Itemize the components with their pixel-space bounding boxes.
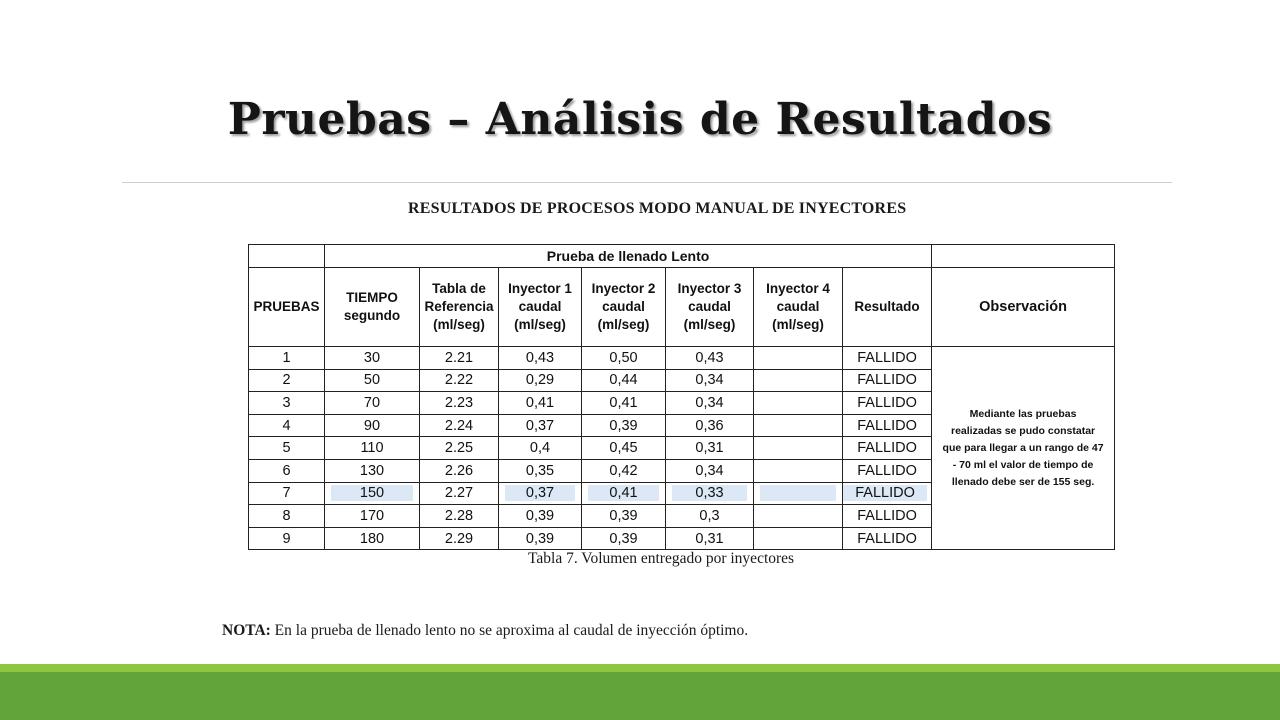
cell-iny1-value: 0,37: [505, 485, 575, 501]
table-heading: RESULTADOS DE PROCESOS MODO MANUAL DE INYECTORES: [408, 200, 907, 217]
cell-tiempo: 110: [325, 437, 420, 460]
cell-iny2: 0,42: [582, 459, 666, 482]
cell-tiempo: 180: [325, 527, 420, 550]
cell-iny3: 0,3: [666, 505, 754, 528]
cell-iny1: 0,29: [499, 369, 582, 392]
cell-prueba: 8: [249, 505, 325, 528]
cell-tiempo: [325, 482, 420, 505]
cell-prueba: 9: [249, 527, 325, 550]
header-inyector-1-label: Inyector 1 caudal (ml/seg): [508, 281, 572, 332]
cell-iny1: 0,35: [499, 459, 582, 482]
cell-iny4-value: [760, 485, 836, 501]
header-pruebas: [249, 268, 325, 347]
cell-iny1: 0,37: [499, 414, 582, 437]
cell-resultado: [843, 482, 932, 505]
cell-iny3: 0,36: [666, 414, 754, 437]
cell-iny1: 0,39: [499, 505, 582, 528]
table-row: [249, 347, 1115, 370]
cell-iny3: 0,34: [666, 392, 754, 415]
cell-iny2-value: 0,41: [588, 485, 659, 501]
cell-prueba: 5: [249, 437, 325, 460]
cell-iny1: 0,39: [499, 527, 582, 550]
observation-cell: [932, 347, 1115, 550]
cell-iny1: 0,43: [499, 347, 582, 370]
cell-prueba: 6: [249, 459, 325, 482]
cell-prueba: 1: [249, 347, 325, 370]
cell-iny4: [754, 414, 843, 437]
cell-resultado: FALLIDO: [843, 527, 932, 550]
header-observacion: [932, 268, 1115, 347]
cell-resultado: FALLIDO: [843, 505, 932, 528]
group-header: Prueba de llenado Lento: [325, 245, 932, 268]
cell-iny2: 0,39: [582, 505, 666, 528]
cell-iny3: 0,34: [666, 459, 754, 482]
cell-iny3: 0,43: [666, 347, 754, 370]
header-pruebas-label: PRUEBAS: [253, 299, 320, 314]
cell-referencia: 2.27: [420, 482, 499, 505]
cell-prueba: 4: [249, 414, 325, 437]
cell-iny2: 0,45: [582, 437, 666, 460]
cell-iny2: 0,39: [582, 414, 666, 437]
header-inyector-2-label: Inyector 2 caudal (ml/seg): [591, 281, 656, 332]
cell-prueba: 3: [249, 392, 325, 415]
cell-iny4: [754, 369, 843, 392]
header-resultado-label: Resultado: [854, 299, 920, 314]
header-referencia-label: Tabla de Referencia (ml/seg): [424, 281, 494, 332]
header-resultado: [843, 268, 932, 347]
header-spacer-left: [249, 245, 325, 268]
cell-iny2: [582, 482, 666, 505]
footer-band: [0, 672, 1280, 720]
observation-text: Mediante las pruebas realizadas se pudo constatar que para llegar a un rango de 47 - 70 ml el valor de tiempo de llenado debe ser de 155 seg.: [942, 407, 1104, 488]
cell-iny2: 0,39: [582, 527, 666, 550]
cell-tiempo: 90: [325, 414, 420, 437]
cell-prueba: 7: [249, 482, 325, 505]
header-inyector-3: [666, 268, 754, 347]
cell-iny2: 0,41: [582, 392, 666, 415]
cell-tiempo-value: 150: [331, 485, 413, 501]
cell-referencia: 2.23: [420, 392, 499, 415]
header-inyector-2: [582, 268, 666, 347]
cell-tiempo: 130: [325, 459, 420, 482]
cell-iny4: [754, 347, 843, 370]
cell-iny3: 0,31: [666, 527, 754, 550]
footer-band-light: [0, 664, 1280, 672]
header-inyector-1: [499, 268, 582, 347]
cell-resultado-value: FALLIDO: [843, 485, 927, 501]
header-tiempo: [325, 268, 420, 347]
cell-iny4: [754, 459, 843, 482]
note-text: En la prueba de llenado lento no se aproxima al caudal de inyección óptimo.: [270, 622, 749, 639]
cell-referencia: 2.25: [420, 437, 499, 460]
cell-resultado: FALLIDO: [843, 437, 932, 460]
note: [222, 622, 748, 640]
cell-resultado: FALLIDO: [843, 414, 932, 437]
note-label: NOTA:: [222, 622, 271, 639]
cell-referencia: 2.22: [420, 369, 499, 392]
cell-referencia: 2.21: [420, 347, 499, 370]
cell-iny1: [499, 482, 582, 505]
header-tiempo-label: TIEMPO segundo: [343, 290, 401, 323]
cell-referencia: 2.29: [420, 527, 499, 550]
cell-tiempo: 30: [325, 347, 420, 370]
cell-iny4: [754, 505, 843, 528]
cell-iny4: [754, 392, 843, 415]
header-referencia: [420, 268, 499, 347]
results-table-body: [249, 347, 1115, 550]
cell-iny1: 0,4: [499, 437, 582, 460]
cell-referencia: 2.28: [420, 505, 499, 528]
cell-tiempo: 70: [325, 392, 420, 415]
title-divider: [122, 182, 1172, 183]
cell-iny4: [754, 437, 843, 460]
header-inyector-4: [754, 268, 843, 347]
cell-resultado: FALLIDO: [843, 347, 932, 370]
cell-iny4: [754, 527, 843, 550]
header-observacion-label: Observación: [979, 299, 1067, 315]
cell-iny4: [754, 482, 843, 505]
cell-iny3-value: 0,33: [672, 485, 747, 501]
cell-prueba: 2: [249, 369, 325, 392]
cell-referencia: 2.24: [420, 414, 499, 437]
cell-resultado: FALLIDO: [843, 392, 932, 415]
header-spacer-right: [932, 245, 1115, 268]
results-table: [248, 244, 1115, 550]
cell-resultado: FALLIDO: [843, 369, 932, 392]
cell-iny2: 0,44: [582, 369, 666, 392]
cell-iny2: 0,50: [582, 347, 666, 370]
cell-iny3: [666, 482, 754, 505]
cell-tiempo: 170: [325, 505, 420, 528]
cell-tiempo: 50: [325, 369, 420, 392]
cell-iny3: 0,34: [666, 369, 754, 392]
table-caption: Tabla 7. Volumen entregado por inyectores: [528, 550, 795, 567]
cell-resultado: FALLIDO: [843, 459, 932, 482]
cell-referencia: 2.26: [420, 459, 499, 482]
cell-iny3: 0,31: [666, 437, 754, 460]
cell-iny1: 0,41: [499, 392, 582, 415]
header-inyector-3-label: Inyector 3 caudal (ml/seg): [677, 281, 742, 332]
header-inyector-4-label: Inyector 4 caudal (ml/seg): [766, 281, 830, 332]
slide-title: Pruebas – Análisis de Resultados: [227, 94, 1053, 145]
